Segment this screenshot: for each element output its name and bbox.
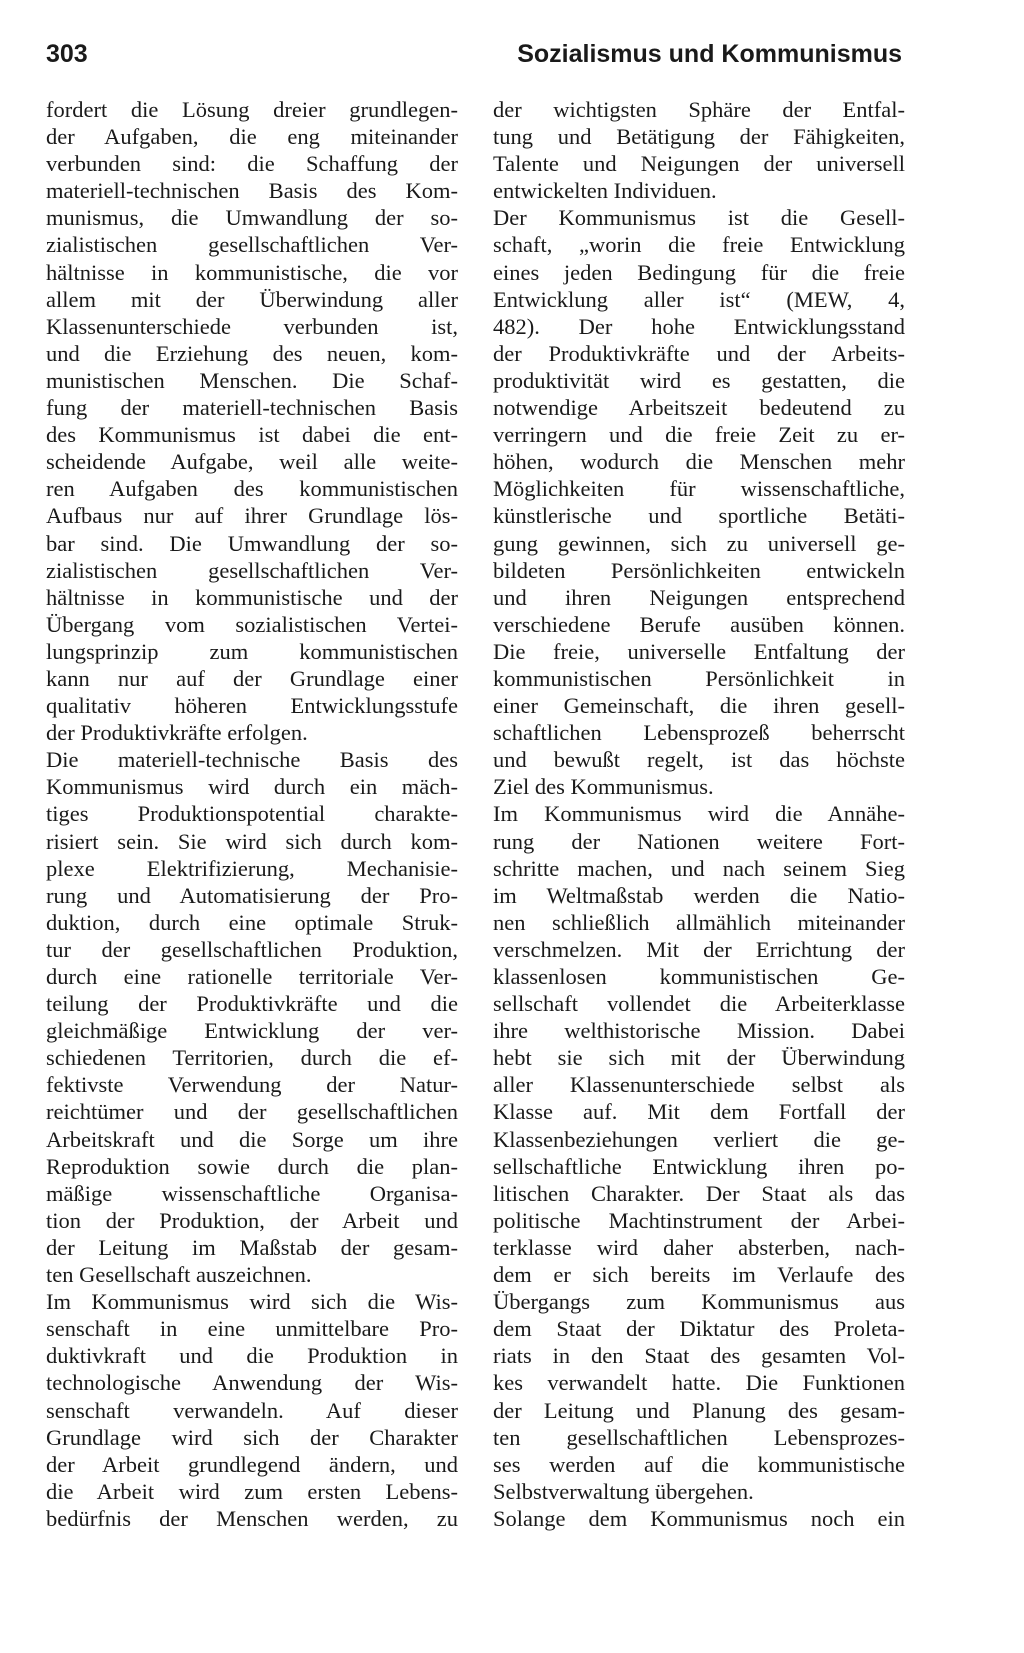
left-text-column: [46, 96, 458, 1532]
text-line: ses werden auf die kommunistische: [493, 1451, 905, 1477]
text-line: bedürfnis der Menschen werden, zu: [46, 1505, 458, 1531]
text-line: tur der gesellschaftlichen Produktion,: [46, 936, 458, 962]
text-line: terklasse wird daher absterben, nach-: [493, 1234, 905, 1260]
text-line: hältnisse in kommunistische und der: [46, 584, 458, 610]
text-line: schaft, „worin die freie Entwicklung: [493, 232, 905, 258]
text-line: senschaft in eine unmittelbare Pro-: [46, 1316, 458, 1342]
text-line: risiert sein. Sie wird sich durch kom-: [46, 828, 458, 854]
text-line: plexe Elektrifizierung, Mechanisie-: [46, 855, 458, 881]
text-line: höhen, wodurch die Menschen mehr: [493, 449, 905, 475]
text-line: Grundlage wird sich der Charakter: [46, 1424, 458, 1450]
text-line: Entwicklung aller ist“ (MEW, 4,: [493, 286, 905, 312]
text-line: materiell-technischen Basis des Kom-: [46, 178, 458, 204]
text-line: lungsprinzip zum kommunistischen: [46, 638, 458, 664]
text-line: verschmelzen. Mit der Errichtung der: [493, 936, 905, 962]
text-line: der Leitung und Planung des gesam-: [493, 1397, 905, 1423]
text-line: zialistischen gesellschaftlichen Ver-: [46, 232, 458, 258]
text-line: bar sind. Die Umwandlung der so-: [46, 530, 458, 556]
text-line: Die freie, universelle Entfaltung der: [493, 638, 905, 664]
text-line: sellschaftliche Entwicklung ihren po-: [493, 1153, 905, 1179]
text-line: Klassenbeziehungen verliert die ge-: [493, 1126, 905, 1152]
text-line: tion der Produktion, der Arbeit und: [46, 1207, 458, 1233]
text-line: klassenlosen kommunistischen Ge-: [493, 964, 905, 989]
text-line: dem Staat der Diktatur des Proleta-: [493, 1316, 905, 1342]
text-line: hebt sie sich mit der Überwindung: [493, 1045, 905, 1071]
text-line: rung und Automatisierung der Pro-: [46, 882, 458, 908]
text-line: Der Kommunismus ist die Gesell-: [493, 205, 905, 231]
text-line: einer Gemeinschaft, die ihren gesell-: [493, 693, 905, 719]
text-line: nen schließlich allmählich miteinander: [493, 909, 905, 935]
text-line: teilung der Produktivkräfte und die: [46, 991, 458, 1017]
text-line: schiedenen Territorien, durch die ef-: [46, 1045, 458, 1071]
text-line: litischen Charakter. Der Staat als das: [493, 1180, 905, 1206]
text-line: 482). Der hohe Entwicklungsstand: [493, 313, 905, 339]
text-line: künstlerische und sportliche Betäti-: [493, 503, 905, 529]
text-line: gleichmäßige Entwicklung der ver-: [46, 1018, 458, 1044]
text-line: ten Gesellschaft auszeichnen.: [46, 1262, 312, 1288]
text-line: Im Kommunismus wird die Annähe-: [493, 801, 905, 827]
text-line: qualitativ höheren Entwicklungsstufe: [46, 693, 458, 719]
text-line: Kommunismus wird durch ein mäch-: [46, 774, 458, 800]
text-line: verschiedene Berufe ausüben können.: [493, 611, 905, 637]
text-line: duktion, durch eine optimale Struk-: [46, 909, 458, 935]
text-line: und ihren Neigungen entsprechend: [493, 584, 905, 610]
text-line: tung und Betätigung der Fähigkeiten,: [493, 124, 905, 150]
text-line: ren Aufgaben des kommunistischen: [46, 476, 458, 502]
text-line: im Weltmaßstab werden die Natio-: [493, 882, 905, 908]
text-line: Aufbaus nur auf ihrer Grundlage lös-: [46, 503, 458, 529]
text-line: fektivste Verwendung der Natur-: [46, 1072, 458, 1098]
text-line: produktivität wird es gestatten, die: [493, 367, 905, 393]
text-line: munismus, die Umwandlung der so-: [46, 205, 458, 231]
text-line: Die materiell-technische Basis des: [46, 747, 458, 773]
text-line: entwickelten Individuen.: [493, 178, 717, 204]
text-line: kann nur auf der Grundlage einer: [46, 665, 458, 691]
text-line: munistischen Menschen. Die Schaf-: [46, 367, 458, 393]
text-line: Talente und Neigungen der universell: [493, 151, 905, 177]
text-line: dem er sich bereits im Verlaufe des: [493, 1262, 905, 1288]
text-line: des Kommunismus ist dabei die ent-: [46, 422, 458, 448]
text-line: Selbstverwaltung übergehen.: [493, 1478, 754, 1504]
text-line: ten gesellschaftlichen Lebensprozes-: [493, 1424, 905, 1450]
text-line: Möglichkeiten für wissenschaftliche,: [493, 476, 905, 502]
text-line: der Arbeit grundlegend ändern, und: [46, 1451, 458, 1477]
text-line: kes verwandelt hatte. Die Funktionen: [493, 1370, 905, 1396]
text-line: und die Erziehung des neuen, kom-: [46, 340, 458, 366]
text-line: ihre welthistorische Mission. Dabei: [493, 1018, 905, 1044]
page-number: 303: [46, 40, 88, 68]
text-line: schaftlichen Lebensprozeß beherrscht: [493, 720, 905, 746]
text-line: Arbeitskraft und die Sorge um ihre: [46, 1126, 458, 1152]
text-line: hältnisse in kommunistische, die vor: [46, 259, 458, 285]
text-line: Klassenunterschiede verbunden ist,: [46, 313, 458, 339]
text-line: senschaft verwandeln. Auf dieser: [46, 1397, 458, 1423]
text-line: fung der materiell-technischen Basis: [46, 395, 458, 421]
text-line: eines jeden Bedingung für die freie: [493, 259, 905, 285]
text-line: duktivkraft und die Produktion in: [46, 1343, 458, 1369]
text-line: sellschaft vollendet die Arbeiterklasse: [493, 991, 905, 1017]
text-line: aller Klassenunterschiede selbst als: [493, 1072, 905, 1098]
text-line: der Produktivkräfte erfolgen.: [46, 720, 308, 746]
text-line: der wichtigsten Sphäre der Entfal-: [493, 97, 905, 122]
text-line: durch eine rationelle territoriale Ver-: [46, 964, 458, 989]
text-line: riats in den Staat des gesamten Vol-: [493, 1343, 905, 1369]
text-line: Übergangs zum Kommunismus aus: [493, 1289, 905, 1315]
running-title: Sozialismus und Kommunismus: [517, 40, 902, 68]
text-line: fordert die Lösung dreier grundlegen-: [46, 97, 458, 122]
text-line: Klasse auf. Mit dem Fortfall der: [493, 1099, 905, 1125]
text-line: Reproduktion sowie durch die plan-: [46, 1153, 458, 1179]
text-line: der Leitung im Maßstab der gesam-: [46, 1234, 458, 1260]
text-line: verbunden sind: die Schaffung der: [46, 151, 458, 177]
text-line: politische Machtinstrument der Arbei-: [493, 1207, 905, 1233]
text-line: gung gewinnen, sich zu universell ge-: [493, 530, 905, 556]
text-line: Im Kommunismus wird sich die Wis-: [46, 1289, 458, 1315]
text-line: kommunistischen Persönlichkeit in: [493, 665, 905, 691]
text-line: bildeten Persönlichkeiten entwickeln: [493, 557, 905, 583]
text-line: notwendige Arbeitszeit bedeutend zu: [493, 395, 905, 421]
text-line: der Aufgaben, die eng miteinander: [46, 124, 458, 150]
text-line: reichtümer und der gesellschaftlichen: [46, 1099, 458, 1125]
text-line: mäßige wissenschaftliche Organisa-: [46, 1180, 458, 1206]
text-line: zialistischen gesellschaftlichen Ver-: [46, 557, 458, 583]
text-line: tiges Produktionspotential charakte-: [46, 801, 458, 827]
text-line: verringern und die freie Zeit zu er-: [493, 422, 905, 448]
text-line: Ziel des Kommunismus.: [493, 774, 714, 800]
text-line: scheidende Aufgabe, weil alle weite-: [46, 449, 458, 475]
text-line: der Produktivkräfte und der Arbeits-: [493, 340, 905, 366]
text-line: technologische Anwendung der Wis-: [46, 1370, 458, 1396]
text-line: allem mit der Überwindung aller: [46, 286, 458, 312]
text-line: rung der Nationen weitere Fort-: [493, 828, 905, 854]
page-header: [46, 36, 902, 76]
text-line: und bewußt regelt, ist das höchste: [493, 747, 905, 773]
text-line: die Arbeit wird zum ersten Lebens-: [46, 1478, 458, 1504]
text-line: Übergang vom sozialistischen Vertei-: [46, 611, 458, 637]
text-line: Solange dem Kommunismus noch ein: [493, 1505, 905, 1531]
text-line: schritte machen, und nach seinem Sieg: [493, 855, 905, 881]
right-text-column: [493, 96, 905, 1532]
